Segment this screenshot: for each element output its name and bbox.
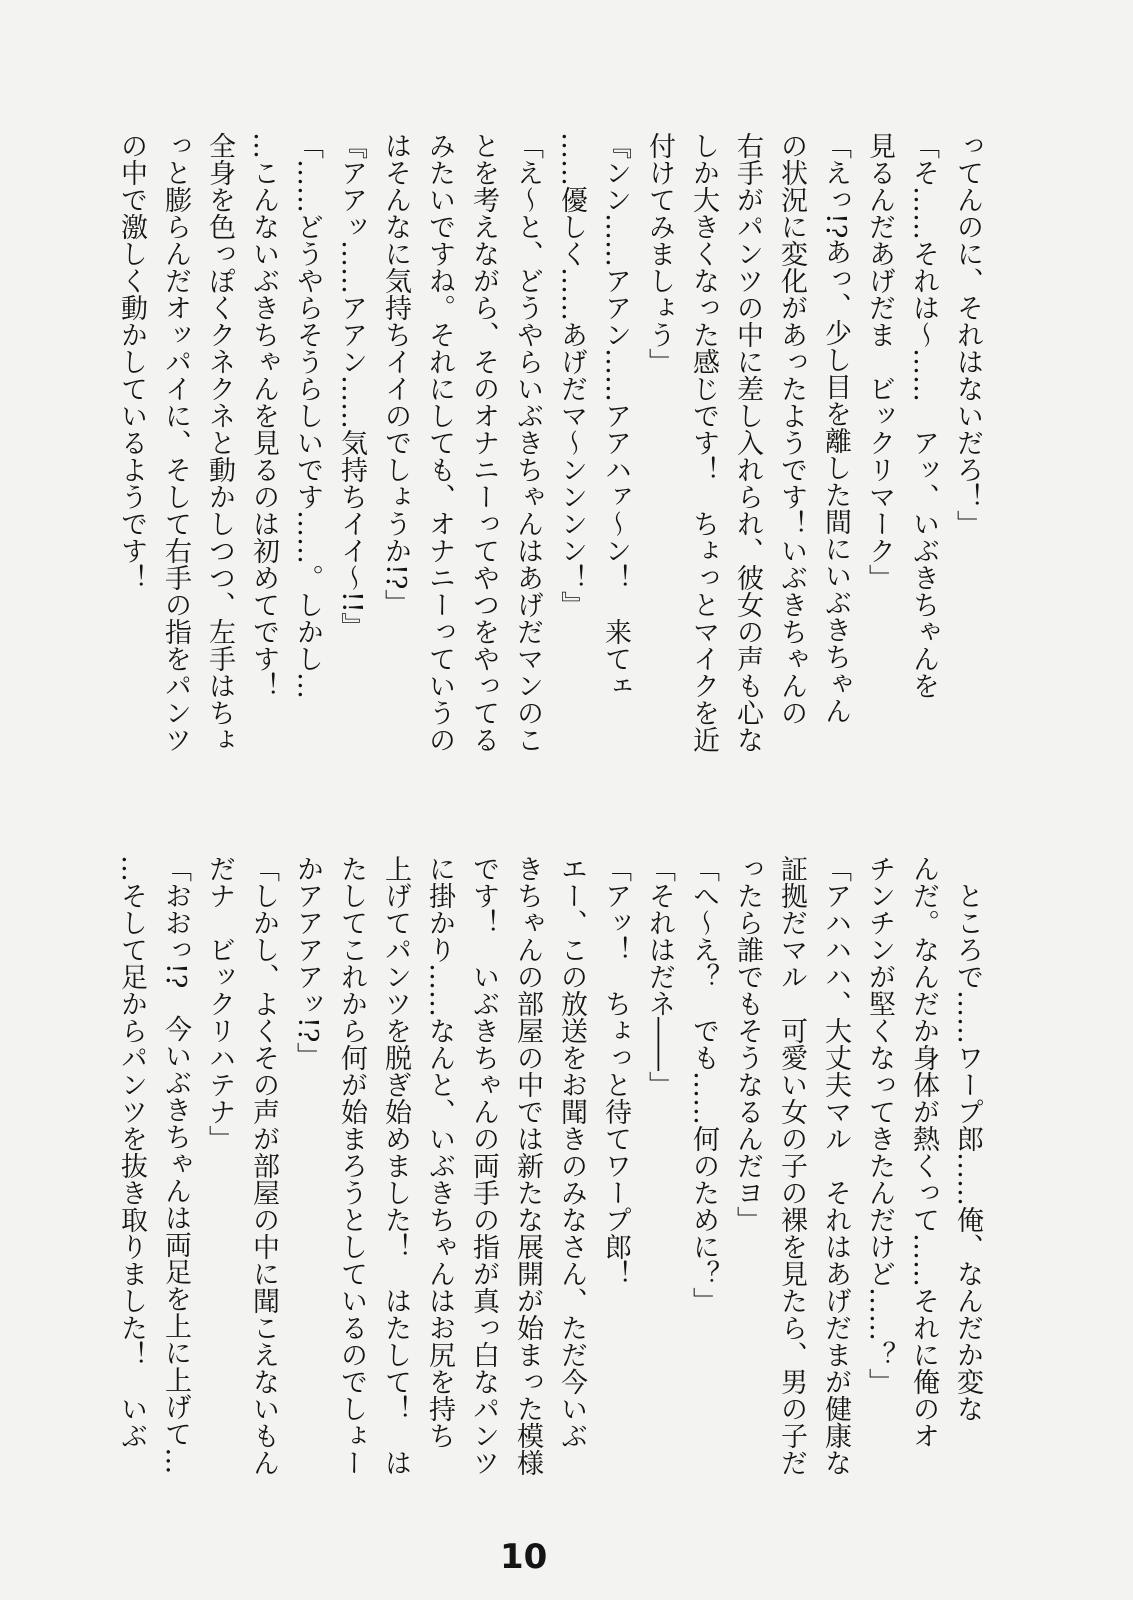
text-column: 『アアッ……アアン……気持ちイイ〜!!』	[336, 132, 367, 640]
text-column: 「おおっ!? 今いぶきちゃんは両足を上に上げて…	[160, 855, 191, 1475]
text-column: です！ いぶきちゃんの両手の指が真っ白なパンツ	[468, 855, 499, 1476]
text-column: エー、この放送をお聞きのみなさん、ただ今いぶ	[556, 855, 587, 1449]
text-column: 証拠だマル 可愛い女の子の裸を見たら、男の子だ	[776, 855, 807, 1476]
text-column: 「しかし、よくその声が部屋の中に聞こえないもん	[248, 855, 279, 1476]
text-column: 右手がパンツの中に差し入れられ、彼女の声も心な	[732, 132, 763, 753]
text-column: んだ。なんだか身体が熱くって……それに俺のオ	[908, 855, 939, 1449]
text-column: しか大きくなった感じです！ ちょっとマイクを近	[688, 132, 719, 753]
text-column: 「へ〜え？ でも……何のために？」	[688, 855, 719, 1314]
page-number: 10	[500, 1537, 548, 1577]
text-column: ところで……ワープ郎……俺、なんだか変な	[952, 855, 983, 1422]
text-column: 上げてパンツを脱ぎ始めました！ はたして！ は	[380, 855, 411, 1476]
text-column: とを考えながら、そのオナニーってやつをやってる	[468, 132, 499, 753]
text-column: 付けてみましょう」	[644, 132, 675, 375]
text-column: 「えっ!?あっ、少し目を離した間にいぶきちゃん	[820, 132, 851, 725]
text-column: みたいですね。それにしても、オナニーっていうの	[424, 132, 455, 753]
bottom-text-block	[109, 855, 989, 1505]
text-column: に掛かり……なんと、いぶきちゃんはお尻を持ち	[424, 855, 455, 1449]
text-column: はそんなに気持ちイイのでしょうか!?」	[380, 132, 411, 617]
text-column: ってんのに、それはないだろ！」	[952, 132, 983, 537]
text-column: の中で激しく動かしているようです！	[116, 132, 147, 591]
text-column: たしてこれから何が始まろうとしているのでしょー	[336, 855, 367, 1476]
text-column: 「それはだネ――」	[644, 855, 675, 1098]
text-column: の状況に変化があったようです！いぶきちゃんの	[776, 132, 807, 726]
text-column: 「え〜と、どうやらいぶきちゃんはあげだマンのこ	[512, 132, 543, 753]
text-column: 「アハハハ、大丈夫マル それはあげだまが健康な	[820, 855, 851, 1476]
text-column: 全身を色っぽくクネクネと動かしつつ、左手はちょ	[204, 132, 235, 753]
text-column: 「アッ！ ちょっと待てワープ郎！	[600, 855, 631, 1287]
text-column: 『ンン……アアン……アアハァ〜ン！ 来てェ	[600, 132, 631, 699]
text-column: チンチンが堅くなってきたんだけど……？」	[864, 855, 895, 1395]
text-column: っと膨らんだオッパイに、そして右手の指をパンツ	[160, 132, 191, 753]
text-column: ……優しく……あげだマ〜ンンンン！』	[556, 132, 587, 618]
text-column: かアアアアッ!?」	[292, 855, 323, 1070]
text-column: ったら誰でもそうなるんだヨ」	[732, 855, 763, 1233]
text-column: …そして足からパンツを抜き取りました！ いぶ	[116, 855, 147, 1449]
text-column: きちゃんの部屋の中では新たな展開が始まった模様	[512, 855, 543, 1476]
text-column: …こんないぶきちゃんを見るのは初めてです！	[248, 132, 279, 699]
top-text-block	[109, 132, 989, 782]
text-column: 見るんだあげだま ビックリマーク」	[864, 132, 895, 591]
text-column: 「そ……それは〜…… アッ、いぶきちゃんを	[908, 132, 939, 699]
text-column: 「……どうやらそうらしいです……。しかし…	[292, 132, 323, 699]
text-column: だナ ビックリハテナ」	[204, 855, 235, 1152]
